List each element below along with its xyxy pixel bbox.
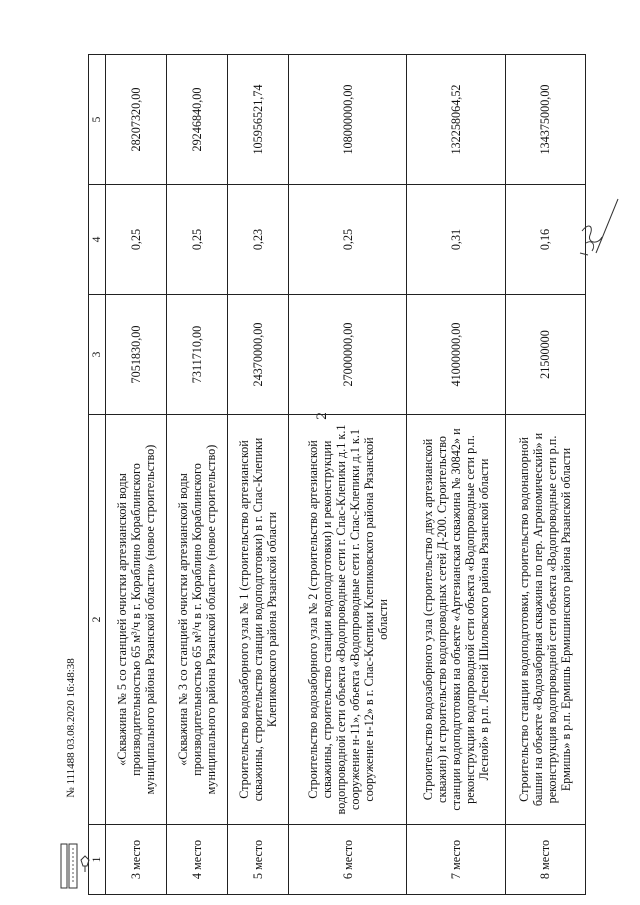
value-cell-5: 105956521,74 <box>228 55 289 185</box>
value-cell-4: 0,25 <box>167 185 228 295</box>
document-id-footer: № 111488 03.08.2020 16:48:38 <box>65 658 77 798</box>
value-cell-4: 0,25 <box>106 185 167 295</box>
table-row <box>289 55 407 895</box>
value-cell-3: 41000000,00 <box>407 295 506 415</box>
place-cell: 5 место <box>228 825 289 895</box>
project-name-cell: Строительство водозаборного узла № 2 (строительство артезианской скважины, строительство станции водоподготовки) и реконструкции водопроводной сети объекта «Водопроводные сети г. Спас-Клепики д.1 к.1 сооружение н-11», объекта «Водопроводные сети г. Спас-Клепики д.1 к.1 сооружение н-12» в г. Спас-Клепики Клепиковского района Рязанской области <box>289 415 407 825</box>
place-cell: 8 место <box>505 825 585 895</box>
project-name-cell: Строительство водозаборного узла № 1 (строительство артезианской скважины, строительство станции водоподготовки) в г. Спас-Клепики Клепиковского района Рязанской области <box>228 415 289 825</box>
column-header: 1 <box>89 825 106 895</box>
value-cell-4: 0,23 <box>228 185 289 295</box>
rotated-table-container <box>88 55 586 895</box>
project-name-cell: «Скважина № 5 со станцией очистки артезианской воды производительностью 65 м³/ч в г. Кораблино Кораблинского муниципального района Рязанской области» (новое строительство) <box>106 415 167 825</box>
table-row <box>407 55 506 895</box>
data-table <box>88 54 586 895</box>
place-cell: 4 место <box>167 825 228 895</box>
page-number: 2 <box>314 412 330 420</box>
table-row <box>228 55 289 895</box>
table-row <box>106 55 167 895</box>
value-cell-5: 29246840,00 <box>167 55 228 185</box>
value-cell-4: 0,31 <box>407 185 506 295</box>
place-cell: 3 место <box>106 825 167 895</box>
header-row <box>89 55 106 895</box>
column-header: 4 <box>89 185 106 295</box>
project-name-cell: Строительство станции водоподготовки, строительство водонапорной башни на объекте «Водозаборная скважина по пер. Агрономический» и реконструкция водопроводной сети объекта «Водопроводные сети р.п. Ермишь» в р.п. Ермишь Ермишинского района Рязанской области <box>505 415 585 825</box>
value-cell-3: 24370000,00 <box>228 295 289 415</box>
column-header: 2 <box>89 415 106 825</box>
value-cell-3: 7051830,00 <box>106 295 167 415</box>
crest-icon <box>55 838 103 894</box>
place-cell: 7 место <box>407 825 506 895</box>
value-cell-3: 27000000,00 <box>289 295 407 415</box>
value-cell-4: 0,25 <box>289 185 407 295</box>
project-name-cell: «Скважина № 3 со станцией очистки артезианской воды производительностью 65 м³/ч в г. Кораблино Кораблинского муниципального района Рязанской области» (новое строительство) <box>167 415 228 825</box>
table-row <box>505 55 585 895</box>
project-name-cell: Строительство водозаборного узла (строительство двух артезианской скважин) и строительство водопроводных сетей Д-200. Строительство станции водоподготовки на объекте «Артезианская скважина № 30842» и реконструкции водопроводной сети объекта «Водопроводные сети р.п. Лесной» в р.п. Лесной Шиловского района Рязанской области <box>407 415 506 825</box>
value-cell-5: 134375000,00 <box>505 55 585 185</box>
handwritten-initials <box>578 195 628 285</box>
column-header: 3 <box>89 295 106 415</box>
value-cell-3: 21500000 <box>505 295 585 415</box>
place-cell: 6 место <box>289 825 407 895</box>
column-header: 5 <box>89 55 106 185</box>
handwritten-initials-drawing <box>578 195 628 285</box>
table-row <box>167 55 228 895</box>
value-cell-5: 108000000,00 <box>289 55 407 185</box>
value-cell-4: 0,16 <box>505 185 585 295</box>
crest-stamp <box>55 838 103 894</box>
value-cell-3: 7311710,00 <box>167 295 228 415</box>
value-cell-5: 132258064,52 <box>407 55 506 185</box>
value-cell-5: 28207320,00 <box>106 55 167 185</box>
